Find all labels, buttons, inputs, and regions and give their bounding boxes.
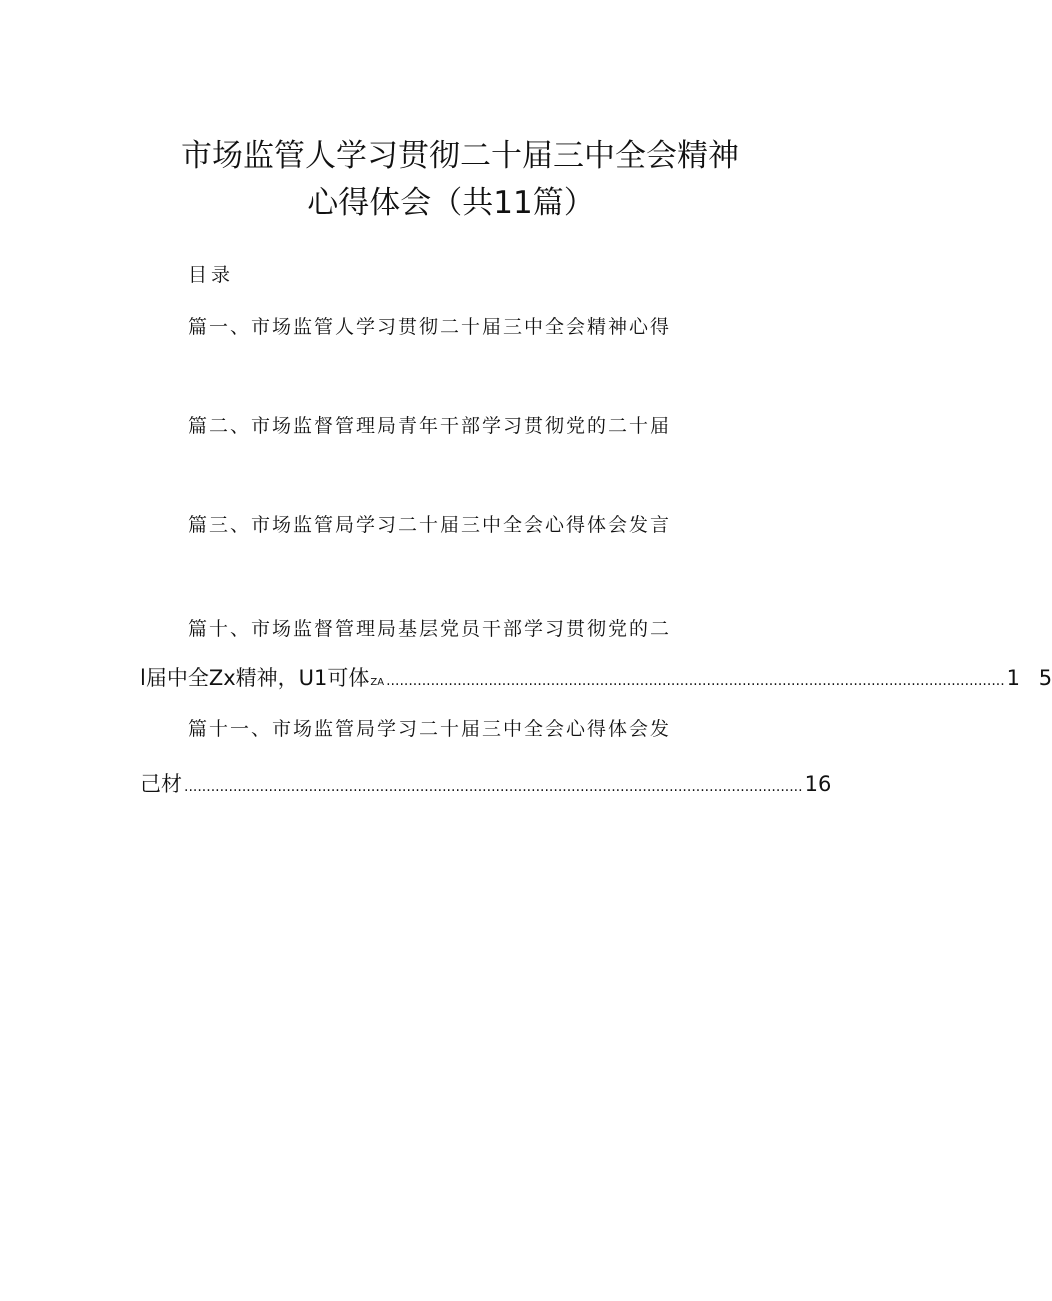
toc-leader-dots: ........................................................................................................................................... [184, 779, 803, 795]
toc-page-number: 16 [804, 772, 832, 796]
document-title-line-2: 心得体会（共11篇） [307, 185, 595, 221]
document-title-line-1: 市场监管人学习贯彻二十届三中全会精神 [181, 138, 739, 174]
toc-entry-10-tail: ZA [370, 677, 385, 688]
toc-leader-dots: ........................................................................................................................................... [386, 673, 1005, 689]
toc-entry-3[interactable]: 篇三、市场监管局学习二十届三中全会心得体会发言 [188, 514, 672, 536]
toc-entry-10-line-2[interactable] [140, 664, 1052, 697]
toc-entry-10-line-1[interactable]: 篇十、市场监督管理局基层党员干部学习贯彻党的二 [188, 618, 672, 640]
toc-entry-11-line-2[interactable] [140, 770, 832, 801]
toc-heading: 目录 [188, 264, 235, 286]
toc-page-number: 1 5 [1006, 666, 1052, 690]
toc-entry-11-line-1[interactable]: 篇十一、市场监管局学习二十届三中全会心得体会发 [188, 718, 672, 740]
toc-entry-10-continuation: l届中全Zx精神，U1可体 [140, 666, 370, 690]
toc-entry-1[interactable]: 篇一、市场监管人学习贯彻二十届三中全会精神心得 [188, 316, 672, 338]
toc-entry-2[interactable]: 篇二、市场监督管理局青年干部学习贯彻党的二十届 [188, 415, 672, 437]
toc-entry-11-continuation: 己材 [140, 772, 182, 796]
